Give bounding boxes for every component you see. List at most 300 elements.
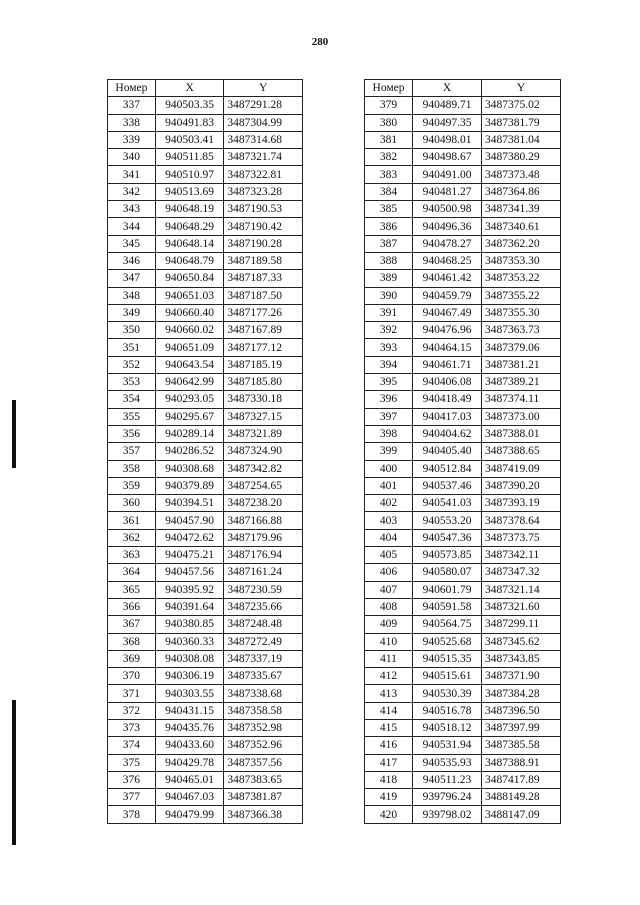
point-number-cell: 390 [365, 287, 413, 304]
point-number-cell: 411 [365, 650, 413, 667]
x-coordinate-cell: 940489.71 [413, 97, 482, 114]
point-number-cell: 357 [108, 443, 156, 460]
x-coordinate-cell: 940380.85 [155, 616, 224, 633]
x-coordinate-cell: 940516.78 [413, 702, 482, 719]
y-coordinate-cell: 3487338.68 [224, 685, 303, 702]
table-row [108, 616, 303, 633]
x-coordinate-cell: 940660.40 [155, 304, 224, 321]
y-coordinate-cell: 3487341.39 [482, 201, 561, 218]
table-row [108, 477, 303, 494]
table-row [108, 374, 303, 391]
x-coordinate-cell: 940531.94 [413, 737, 482, 754]
table-row [365, 443, 561, 460]
table-row [108, 685, 303, 702]
table-row [108, 443, 303, 460]
table-row [108, 252, 303, 269]
y-coordinate-cell: 3487189.58 [224, 252, 303, 269]
x-coordinate-cell: 940500.98 [413, 201, 482, 218]
x-coordinate-cell: 940498.01 [413, 131, 482, 148]
x-coordinate-cell: 940404.62 [413, 425, 482, 442]
y-coordinate-cell: 3487342.11 [482, 547, 561, 564]
point-number-cell: 343 [108, 201, 156, 218]
point-number-cell: 360 [108, 495, 156, 512]
point-number-cell: 394 [365, 356, 413, 373]
y-coordinate-cell: 3487190.42 [224, 218, 303, 235]
point-number-cell: 415 [365, 719, 413, 736]
y-coordinate-cell: 3487235.66 [224, 598, 303, 615]
y-coordinate-cell: 3487248.48 [224, 616, 303, 633]
table-row [108, 391, 303, 408]
table-row [365, 304, 561, 321]
y-coordinate-cell: 3487373.48 [482, 166, 561, 183]
table-row [108, 131, 303, 148]
x-coordinate-cell: 940648.79 [155, 252, 224, 269]
x-coordinate-cell: 940650.84 [155, 270, 224, 287]
point-number-cell: 356 [108, 425, 156, 442]
table-row [108, 702, 303, 719]
y-coordinate-cell: 3487187.50 [224, 287, 303, 304]
point-number-cell: 419 [365, 789, 413, 806]
x-coordinate-cell: 940461.42 [413, 270, 482, 287]
coordinates-table-left [107, 79, 303, 824]
x-coordinate-cell: 940394.51 [155, 495, 224, 512]
x-coordinate-cell: 940431.15 [155, 702, 224, 719]
table-row [108, 806, 303, 823]
y-coordinate-cell: 3487238.20 [224, 495, 303, 512]
x-coordinate-cell: 940478.27 [413, 235, 482, 252]
point-number-cell: 396 [365, 391, 413, 408]
table-row [365, 771, 561, 788]
scan-edge-mark [12, 700, 16, 845]
y-coordinate-cell: 3487388.65 [482, 443, 561, 460]
y-coordinate-cell: 3487321.60 [482, 598, 561, 615]
point-number-cell: 405 [365, 547, 413, 564]
y-coordinate-cell: 3487393.19 [482, 495, 561, 512]
point-number-cell: 416 [365, 737, 413, 754]
y-coordinate-cell: 3487272.49 [224, 633, 303, 650]
y-coordinate-cell: 3487177.12 [224, 339, 303, 356]
table-row [365, 460, 561, 477]
table-row [108, 425, 303, 442]
table-row [365, 702, 561, 719]
table-row [365, 131, 561, 148]
x-coordinate-cell: 940457.56 [155, 564, 224, 581]
table-row [108, 149, 303, 166]
table-row [108, 512, 303, 529]
table-row [108, 789, 303, 806]
table-row [365, 754, 561, 771]
x-coordinate-cell: 940642.99 [155, 374, 224, 391]
point-number-cell: 408 [365, 598, 413, 615]
table-row [365, 252, 561, 269]
x-coordinate-cell: 940547.36 [413, 529, 482, 546]
x-coordinate-cell: 940512.84 [413, 460, 482, 477]
point-number-cell: 359 [108, 477, 156, 494]
y-coordinate-cell: 3487179.96 [224, 529, 303, 546]
coordinates-table-right [364, 79, 561, 824]
table-row [108, 633, 303, 650]
table-header-row [108, 80, 303, 97]
y-coordinate-cell: 3488147.09 [482, 806, 561, 823]
y-coordinate-cell: 3487381.04 [482, 131, 561, 148]
table-row [108, 547, 303, 564]
y-coordinate-cell: 3487366.38 [224, 806, 303, 823]
y-coordinate-cell: 3487335.67 [224, 668, 303, 685]
table-row [108, 183, 303, 200]
point-number-cell: 400 [365, 460, 413, 477]
y-coordinate-cell: 3487167.89 [224, 322, 303, 339]
point-number-cell: 344 [108, 218, 156, 235]
y-coordinate-cell: 3487340.61 [482, 218, 561, 235]
x-coordinate-cell: 940435.76 [155, 719, 224, 736]
y-coordinate-cell: 3487417.89 [482, 771, 561, 788]
x-coordinate-cell: 940286.52 [155, 443, 224, 460]
table-row [108, 495, 303, 512]
point-number-cell: 367 [108, 616, 156, 633]
x-coordinate-cell: 940306.19 [155, 668, 224, 685]
x-coordinate-cell: 940467.49 [413, 304, 482, 321]
point-number-cell: 338 [108, 114, 156, 131]
page-number: 280 [311, 36, 329, 48]
point-number-cell: 347 [108, 270, 156, 287]
y-coordinate-cell: 3487343.85 [482, 650, 561, 667]
point-number-cell: 361 [108, 512, 156, 529]
point-number-cell: 346 [108, 252, 156, 269]
point-number-cell: 378 [108, 806, 156, 823]
point-number-cell: 407 [365, 581, 413, 598]
table-row [108, 218, 303, 235]
point-number-cell: 384 [365, 183, 413, 200]
table-row [108, 235, 303, 252]
point-number-cell: 351 [108, 339, 156, 356]
table-row [108, 460, 303, 477]
table-row [108, 322, 303, 339]
y-coordinate-cell: 3487419.09 [482, 460, 561, 477]
y-coordinate-cell: 3487357.56 [224, 754, 303, 771]
x-coordinate-cell: 940405.40 [413, 443, 482, 460]
y-coordinate-cell: 3487390.20 [482, 477, 561, 494]
x-coordinate-cell: 940476.96 [413, 322, 482, 339]
y-coordinate-cell: 3487291.28 [224, 97, 303, 114]
y-coordinate-cell: 3487397.99 [482, 719, 561, 736]
y-coordinate-cell: 3487190.53 [224, 201, 303, 218]
point-number-cell: 363 [108, 547, 156, 564]
point-number-cell: 368 [108, 633, 156, 650]
x-coordinate-cell: 940503.41 [155, 131, 224, 148]
x-coordinate-cell: 940468.25 [413, 252, 482, 269]
table-row [365, 581, 561, 598]
point-number-cell: 412 [365, 668, 413, 685]
x-coordinate-cell: 940515.61 [413, 668, 482, 685]
point-number-cell: 365 [108, 581, 156, 598]
point-number-cell: 397 [365, 408, 413, 425]
point-number-cell: 398 [365, 425, 413, 442]
point-number-cell: 388 [365, 252, 413, 269]
x-coordinate-cell: 940564.75 [413, 616, 482, 633]
table-row [365, 425, 561, 442]
point-number-cell: 342 [108, 183, 156, 200]
point-number-cell: 353 [108, 374, 156, 391]
table-row [365, 149, 561, 166]
y-coordinate-cell: 3487355.22 [482, 287, 561, 304]
x-coordinate-cell: 940648.14 [155, 235, 224, 252]
x-coordinate-cell: 940503.35 [155, 97, 224, 114]
y-coordinate-cell: 3487385.58 [482, 737, 561, 754]
table-row [108, 356, 303, 373]
point-number-cell: 371 [108, 685, 156, 702]
y-coordinate-cell: 3487185.19 [224, 356, 303, 373]
table-row [365, 97, 561, 114]
table-row [365, 391, 561, 408]
x-coordinate-cell: 940530.39 [413, 685, 482, 702]
table-row [365, 287, 561, 304]
table-row [365, 598, 561, 615]
point-number-cell: 355 [108, 408, 156, 425]
point-number-cell: 414 [365, 702, 413, 719]
point-number-cell: 417 [365, 754, 413, 771]
point-number-cell: 381 [365, 131, 413, 148]
y-coordinate-cell: 3487353.30 [482, 252, 561, 269]
point-number-cell: 387 [365, 235, 413, 252]
x-coordinate-cell: 940467.03 [155, 789, 224, 806]
x-coordinate-cell: 940459.79 [413, 287, 482, 304]
y-coordinate-cell: 3487381.87 [224, 789, 303, 806]
y-coordinate-cell: 3487353.22 [482, 270, 561, 287]
table-body-right [365, 97, 561, 823]
x-coordinate-cell: 940525.68 [413, 633, 482, 650]
point-number-cell: 418 [365, 771, 413, 788]
table-row [365, 633, 561, 650]
y-coordinate-cell: 3487345.62 [482, 633, 561, 650]
y-coordinate-cell: 3487381.21 [482, 356, 561, 373]
x-coordinate-cell: 940481.27 [413, 183, 482, 200]
table-row [108, 114, 303, 131]
y-coordinate-cell: 3487337.19 [224, 650, 303, 667]
y-coordinate-cell: 3487321.14 [482, 581, 561, 598]
y-coordinate-cell: 3487166.88 [224, 512, 303, 529]
table-row [365, 789, 561, 806]
x-coordinate-cell: 940293.05 [155, 391, 224, 408]
table-row [108, 668, 303, 685]
point-number-cell: 340 [108, 149, 156, 166]
column-header-number: Номер [365, 80, 413, 97]
point-number-cell: 382 [365, 149, 413, 166]
y-coordinate-cell: 3487323.28 [224, 183, 303, 200]
y-coordinate-cell: 3487384.28 [482, 685, 561, 702]
point-number-cell: 369 [108, 650, 156, 667]
x-coordinate-cell: 940303.55 [155, 685, 224, 702]
point-number-cell: 354 [108, 391, 156, 408]
point-number-cell: 391 [365, 304, 413, 321]
y-coordinate-cell: 3487378.64 [482, 512, 561, 529]
table-row [365, 322, 561, 339]
table-row [108, 737, 303, 754]
x-coordinate-cell: 940660.02 [155, 322, 224, 339]
y-coordinate-cell: 3487314.68 [224, 131, 303, 148]
y-coordinate-cell: 3487380.29 [482, 149, 561, 166]
table-row [365, 270, 561, 287]
y-coordinate-cell: 3487299.11 [482, 616, 561, 633]
table-row [365, 235, 561, 252]
point-number-cell: 383 [365, 166, 413, 183]
x-coordinate-cell: 940433.60 [155, 737, 224, 754]
table-row [108, 754, 303, 771]
x-coordinate-cell: 940535.93 [413, 754, 482, 771]
x-coordinate-cell: 940515.35 [413, 650, 482, 667]
x-coordinate-cell: 940513.69 [155, 183, 224, 200]
y-coordinate-cell: 3487381.79 [482, 114, 561, 131]
x-coordinate-cell: 940601.79 [413, 581, 482, 598]
point-number-cell: 373 [108, 719, 156, 736]
point-number-cell: 389 [365, 270, 413, 287]
y-coordinate-cell: 3487324.90 [224, 443, 303, 460]
x-coordinate-cell: 940479.99 [155, 806, 224, 823]
x-coordinate-cell: 940418.49 [413, 391, 482, 408]
table-row [365, 408, 561, 425]
point-number-cell: 413 [365, 685, 413, 702]
table-row [365, 166, 561, 183]
point-number-cell: 366 [108, 598, 156, 615]
x-coordinate-cell: 939796.24 [413, 789, 482, 806]
point-number-cell: 403 [365, 512, 413, 529]
table-row [365, 650, 561, 667]
table-header-row [365, 80, 561, 97]
table-row [365, 356, 561, 373]
y-coordinate-cell: 3487363.73 [482, 322, 561, 339]
x-coordinate-cell: 940580.07 [413, 564, 482, 581]
table-row [108, 166, 303, 183]
y-coordinate-cell: 3488149.28 [482, 789, 561, 806]
point-number-cell: 341 [108, 166, 156, 183]
x-coordinate-cell: 940498.67 [413, 149, 482, 166]
x-coordinate-cell: 940573.85 [413, 547, 482, 564]
point-number-cell: 393 [365, 339, 413, 356]
y-coordinate-cell: 3487389.21 [482, 374, 561, 391]
x-coordinate-cell: 940510.97 [155, 166, 224, 183]
point-number-cell: 339 [108, 131, 156, 148]
point-number-cell: 376 [108, 771, 156, 788]
column-header-x: X [155, 80, 224, 97]
column-header-y: Y [482, 80, 561, 97]
y-coordinate-cell: 3487322.81 [224, 166, 303, 183]
point-number-cell: 386 [365, 218, 413, 235]
x-coordinate-cell: 940457.90 [155, 512, 224, 529]
column-header-x: X [413, 80, 482, 97]
table-row [108, 201, 303, 218]
column-header-y: Y [224, 80, 303, 97]
point-number-cell: 364 [108, 564, 156, 581]
x-coordinate-cell: 939798.02 [413, 806, 482, 823]
table-row [365, 719, 561, 736]
table-row [365, 477, 561, 494]
table-row [365, 806, 561, 823]
y-coordinate-cell: 3487230.59 [224, 581, 303, 598]
point-number-cell: 406 [365, 564, 413, 581]
x-coordinate-cell: 940308.08 [155, 650, 224, 667]
point-number-cell: 379 [365, 97, 413, 114]
table-row [365, 218, 561, 235]
table-body-left [108, 97, 303, 823]
table-row [108, 598, 303, 615]
x-coordinate-cell: 940497.35 [413, 114, 482, 131]
x-coordinate-cell: 940289.14 [155, 425, 224, 442]
table-row [365, 339, 561, 356]
x-coordinate-cell: 940475.21 [155, 547, 224, 564]
x-coordinate-cell: 940379.89 [155, 477, 224, 494]
table-row [365, 737, 561, 754]
y-coordinate-cell: 3487373.75 [482, 529, 561, 546]
point-number-cell: 350 [108, 322, 156, 339]
y-coordinate-cell: 3487371.90 [482, 668, 561, 685]
y-coordinate-cell: 3487388.91 [482, 754, 561, 771]
x-coordinate-cell: 940537.46 [413, 477, 482, 494]
x-coordinate-cell: 940395.92 [155, 581, 224, 598]
point-number-cell: 404 [365, 529, 413, 546]
table-row [108, 719, 303, 736]
x-coordinate-cell: 940651.09 [155, 339, 224, 356]
y-coordinate-cell: 3487327.15 [224, 408, 303, 425]
y-coordinate-cell: 3487375.02 [482, 97, 561, 114]
x-coordinate-cell: 940496.36 [413, 218, 482, 235]
point-number-cell: 380 [365, 114, 413, 131]
x-coordinate-cell: 940541.03 [413, 495, 482, 512]
point-number-cell: 352 [108, 356, 156, 373]
table-row [365, 564, 561, 581]
y-coordinate-cell: 3487352.98 [224, 719, 303, 736]
table-row [365, 374, 561, 391]
x-coordinate-cell: 940491.00 [413, 166, 482, 183]
x-coordinate-cell: 940461.71 [413, 356, 482, 373]
x-coordinate-cell: 940491.83 [155, 114, 224, 131]
x-coordinate-cell: 940295.67 [155, 408, 224, 425]
table-row [108, 304, 303, 321]
point-number-cell: 375 [108, 754, 156, 771]
x-coordinate-cell: 940511.23 [413, 771, 482, 788]
point-number-cell: 362 [108, 529, 156, 546]
x-coordinate-cell: 940553.20 [413, 512, 482, 529]
table-row [108, 581, 303, 598]
y-coordinate-cell: 3487379.06 [482, 339, 561, 356]
point-number-cell: 392 [365, 322, 413, 339]
table-row [365, 529, 561, 546]
point-number-cell: 420 [365, 806, 413, 823]
y-coordinate-cell: 3487355.30 [482, 304, 561, 321]
table-row [108, 408, 303, 425]
x-coordinate-cell: 940511.85 [155, 149, 224, 166]
point-number-cell: 358 [108, 460, 156, 477]
point-number-cell: 345 [108, 235, 156, 252]
x-coordinate-cell: 940651.03 [155, 287, 224, 304]
y-coordinate-cell: 3487177.26 [224, 304, 303, 321]
y-coordinate-cell: 3487342.82 [224, 460, 303, 477]
table-row [108, 97, 303, 114]
point-number-cell: 399 [365, 443, 413, 460]
x-coordinate-cell: 940465.01 [155, 771, 224, 788]
point-number-cell: 385 [365, 201, 413, 218]
point-number-cell: 349 [108, 304, 156, 321]
y-coordinate-cell: 3487321.89 [224, 425, 303, 442]
y-coordinate-cell: 3487362.20 [482, 235, 561, 252]
point-number-cell: 409 [365, 616, 413, 633]
point-number-cell: 372 [108, 702, 156, 719]
x-coordinate-cell: 940518.12 [413, 719, 482, 736]
x-coordinate-cell: 940472.62 [155, 529, 224, 546]
y-coordinate-cell: 3487321.74 [224, 149, 303, 166]
table-row [365, 616, 561, 633]
table-row [365, 183, 561, 200]
y-coordinate-cell: 3487190.28 [224, 235, 303, 252]
table-row [365, 547, 561, 564]
